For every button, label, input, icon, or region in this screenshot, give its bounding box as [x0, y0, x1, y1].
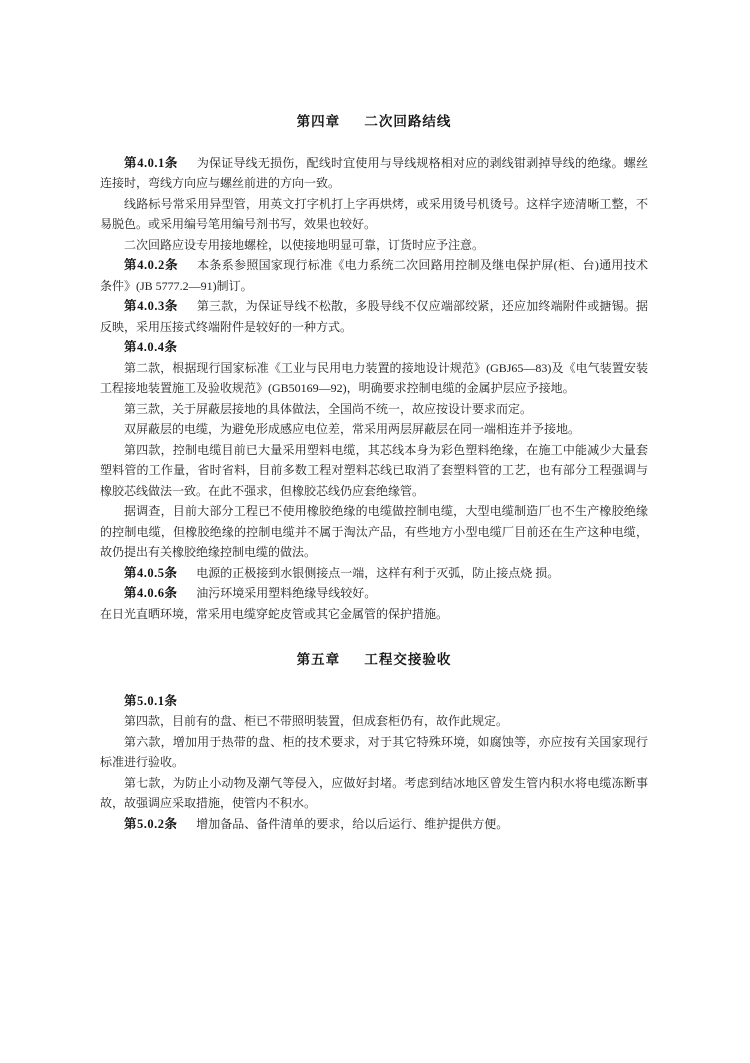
paragraph-text: 第六款，增加用于热带的盘、柜的技术要求，对于其它特殊环境，如腐蚀等，亦应按有关国家现行标准进行验收。	[100, 734, 648, 769]
paragraph-text: 第三款，为保证导线不松散，多股导线不仅应端部绞紧，还应加终端附件或搪锡。据反映，采用压接式终端附件是较好的一种方式。	[100, 299, 648, 334]
paragraph	[100, 255, 648, 296]
chapter-title: 工程交接验收	[364, 652, 452, 667]
article-number-label: 第4.0.6条	[124, 586, 178, 600]
paragraph-text: 为保证导线无损伤，配线时宜使用与导线规格相对应的剥线钳剥掉导线的绝缘。螺丝连接时，弯线方向应与螺丝前进的方向一致。	[100, 155, 648, 190]
paragraph	[100, 194, 648, 235]
chapter-number-label: 第五章	[296, 652, 341, 667]
chapter-number-label: 第四章	[296, 114, 341, 129]
paragraph-text: 增加备品、备件清单的要求，给以后运行、维护提供方便。	[196, 816, 509, 831]
paragraph	[100, 399, 648, 420]
paragraph-text: 二次回路应设专用接地螺栓，以使接地明显可靠，订货时应予注意。	[124, 237, 485, 252]
paragraph	[100, 604, 648, 625]
article-number-label: 第4.0.5条	[124, 565, 178, 580]
paragraph	[100, 691, 648, 712]
paragraph	[100, 358, 648, 399]
paragraph	[100, 153, 648, 194]
paragraph-text: 第四款，控制电缆目前已大量采用塑料电缆，其芯线本身为彩色塑料绝缘，在施工中能减少大量套塑料管的工作量，省时省料，目前多数工程对塑料芯线已取消了套塑料管的工艺，也有部分工程强调与橡胶芯线做法一致。在此不强求，但橡胶芯线仍应套绝缘管。	[100, 442, 648, 498]
paragraph-text: 双屏蔽层的电缆，为避免形成感应电位差，常采用两层屏蔽层在同一端相连并予接地。	[124, 422, 581, 436]
chapter-heading	[100, 112, 648, 133]
article-number-label: 第4.0.1条	[124, 155, 179, 170]
article-number-label: 第5.0.1条	[124, 693, 178, 708]
paragraph-text: 电源的正极接到水银侧接点一端，这样有利于灭弧，防止接点烧 损。	[196, 565, 560, 580]
paragraph	[100, 563, 648, 584]
chapter-section	[100, 112, 648, 624]
paragraph	[100, 732, 648, 773]
paragraph-text: 第二款，根据现行国家标准《工业与民用电力装置的接地设计规范》(GBJ65—83)及《电气装置安装工程接地装置施工及验收规范》(GB50169—92)，明确要求控制电缆的金属护层应予接地。	[100, 360, 648, 395]
article-number-label: 第4.0.4条	[124, 340, 178, 354]
article-number-label: 第4.0.3条	[124, 299, 179, 313]
article-number-label: 第5.0.2条	[124, 816, 178, 831]
paragraph-text: 据调查，目前大部分工程已不使用橡胶绝缘的电缆做控制电缆，大型电缆制造厂也不生产橡胶绝缘的控制电缆，但橡胶绝缘的控制电缆并不属于淘汰产品，有些地方小型电缆厂目前还在生产这种电缆，故仍提出有关橡胶绝缘控制电缆的做法。	[100, 504, 648, 559]
paragraph	[100, 711, 648, 732]
paragraph-text: 油污环境采用塑料绝缘导线较好。	[196, 586, 377, 600]
paragraph	[100, 814, 648, 835]
paragraph	[100, 440, 648, 502]
paragraph-text: 线路标号常采用异型管，用英文打字机打上字再烘烤，或采用烫号机烫号。这样字迹清晰工整，不易脱色。或采用编号笔用编号剂书写，效果也较好。	[100, 196, 648, 231]
paragraph-text: 在日光直晒环境，常采用电缆穿蛇皮管或其它金属管的保护措施。	[100, 606, 449, 621]
paragraph	[100, 419, 648, 440]
document-content	[100, 112, 648, 834]
paragraph	[100, 337, 648, 358]
paragraph-text: 本条系参照国家现行标准《电力系统二次回路用控制及继电保护屏(柜、台)通用技术条件》(JB 5777.2—91)制订。	[100, 258, 648, 293]
chapter-heading	[100, 650, 648, 671]
paragraph	[100, 773, 648, 814]
chapter-section	[100, 650, 648, 834]
paragraph-text: 第七款，为防止小动物及潮气等侵入，应做好封堵。考虑到结冰地区曾发生管内积水将电缆冻断事故，故强调应采取措施，使管内不积水。	[100, 775, 648, 810]
paragraph-text: 第三款，关于屏蔽层接地的具体做法，全国尚不统一，故应按设计要求而定。	[124, 401, 533, 416]
paragraph	[100, 501, 648, 563]
paragraph	[100, 235, 648, 256]
paragraph-text: 第四款，目前有的盘、柜已不带照明装置，但成套柜仍有，故作此规定。	[124, 714, 509, 728]
paragraph	[100, 296, 648, 337]
paragraph	[100, 583, 648, 604]
chapter-title: 二次回路结线	[364, 114, 452, 129]
article-number-label: 第4.0.2条	[124, 258, 179, 272]
